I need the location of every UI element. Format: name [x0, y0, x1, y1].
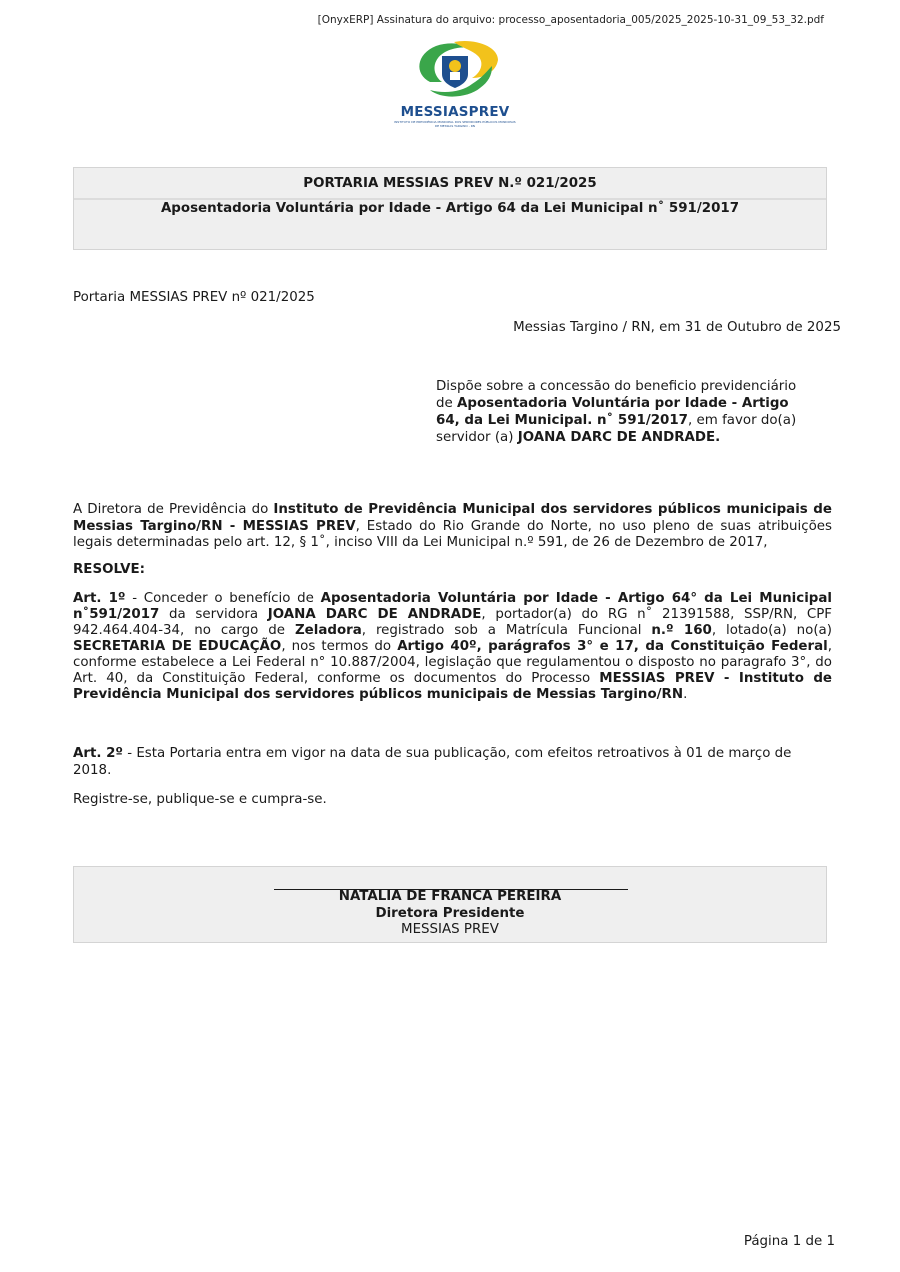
article-1	[73, 591, 832, 703]
signatory-name: NATALIA DE FRANCA PEREIRA	[338, 889, 562, 904]
process-institute: MESSIAS PREV - Instituto de Previdência Municipal dos servidores públicos municipais de Messias Targino/RN	[73, 671, 832, 702]
ementa-text: Dispõe sobre a concessão do beneficio previdenciário de	[436, 379, 797, 411]
signatory-role: Diretora Presidente	[375, 906, 525, 921]
article-text: , portador(a) do RG n˚ 21391588, SSP/RN, CPF 942.464.404-34, no cargo de	[73, 607, 832, 638]
page-number: Página 1 de 1	[743, 1234, 835, 1249]
city-date: Messias Targino / RN, em 31 de Outubro de 2025	[513, 320, 841, 335]
title-divider	[74, 198, 826, 200]
signatory-organization: MESSIAS PREV	[401, 922, 499, 937]
logo-subtitle: INSTITUTO DE PREVIDÊNCIA MUNICIPAL DOS SERVIDORES PÚBLICOS MUNICIPAIS DE MESSIAS TARGINO - RN	[394, 120, 516, 128]
legal-basis: Artigo 40º, parágrafos 3° e 17, da Constituição Federal	[397, 639, 828, 654]
preamble-text: , Estado do Rio Grande do Norte, no uso pleno de suas atribuições legais determinadas pelo art. 12, § 1˚, inciso VIII da Lei Municipal n.º 591, de 26 de Dezembro de 2017,	[73, 518, 833, 550]
article-text: , registrado sob a Matrícula Funcional	[361, 623, 652, 638]
registration-number: n.º 160	[651, 623, 712, 638]
logo-emblem	[392, 38, 518, 104]
ementa-benefit: Aposentadoria Voluntária por Idade - Artigo 64, da Lei Municipal. n˚ 591/2017	[436, 396, 789, 428]
ementa-text: , em favor do(a) servidor (a)	[436, 413, 797, 445]
servant-name: JOANA DARC DE ANDRADE	[267, 607, 482, 622]
document-title: PORTARIA MESSIAS PREV N.º 021/2025	[303, 176, 597, 191]
preamble	[73, 502, 832, 552]
closing-statement: Registre-se, publique-se e cumpra-se.	[73, 792, 327, 807]
signature-file-note: [OnyxERP] Assinatura do arquivo: processo_aposentadoria_005/2025_2025-10-31_09_53_32.pdf	[317, 14, 824, 26]
resolve-heading: RESOLVE:	[73, 562, 146, 577]
portaria-reference: Portaria MESSIAS PREV nº 021/2025	[73, 290, 315, 305]
article-text: , nos termos do	[281, 639, 398, 654]
title-box	[73, 167, 827, 250]
article-text: .	[683, 687, 688, 702]
article-text: da servidora	[159, 607, 268, 622]
article-text: - Conceder o benefício de	[125, 591, 321, 606]
benefit-type: Aposentadoria Voluntária por Idade - Artigo 64° da Lei Municipal n˚591/2017	[73, 591, 832, 622]
signature-box	[73, 866, 827, 943]
article-text: , lotado(a) no(a)	[711, 623, 832, 638]
article-2	[73, 745, 832, 779]
article-1-label: Art. 1º	[73, 591, 126, 606]
department: SECRETARIA DE EDUCAÇÃO	[73, 639, 282, 654]
messiasprev-logo	[392, 38, 518, 130]
logo-wordmark: MESSIASPREV	[400, 104, 510, 120]
ementa-beneficiary: JOANA DARC DE ANDRADE.	[517, 430, 721, 445]
article-2-text: - Esta Portaria entra em vigor na data de sua publicação, com efeitos retroativos à 01 de março de 2018.	[73, 746, 792, 778]
institute-name: Instituto de Previdência Municipal dos servidores públicos municipais de Messias Targino/RN - MESSIAS PREV	[73, 502, 832, 534]
preamble-text: A Diretora de Previdência do	[73, 502, 274, 517]
job-title: Zeladora	[294, 623, 362, 638]
article-2-label: Art. 2º	[73, 746, 123, 761]
ementa	[436, 378, 816, 446]
document-subtitle: Aposentadoria Voluntária por Idade - Artigo 64 da Lei Municipal n˚ 591/2017	[160, 201, 740, 216]
article-text: , conforme estabelece a Lei Federal n° 10.887/2004, legislação que regulamentou o disposto no paragrafo 3°, do Art. 40, da Constituição Federal, conforme os documentos do Processo	[73, 639, 833, 686]
